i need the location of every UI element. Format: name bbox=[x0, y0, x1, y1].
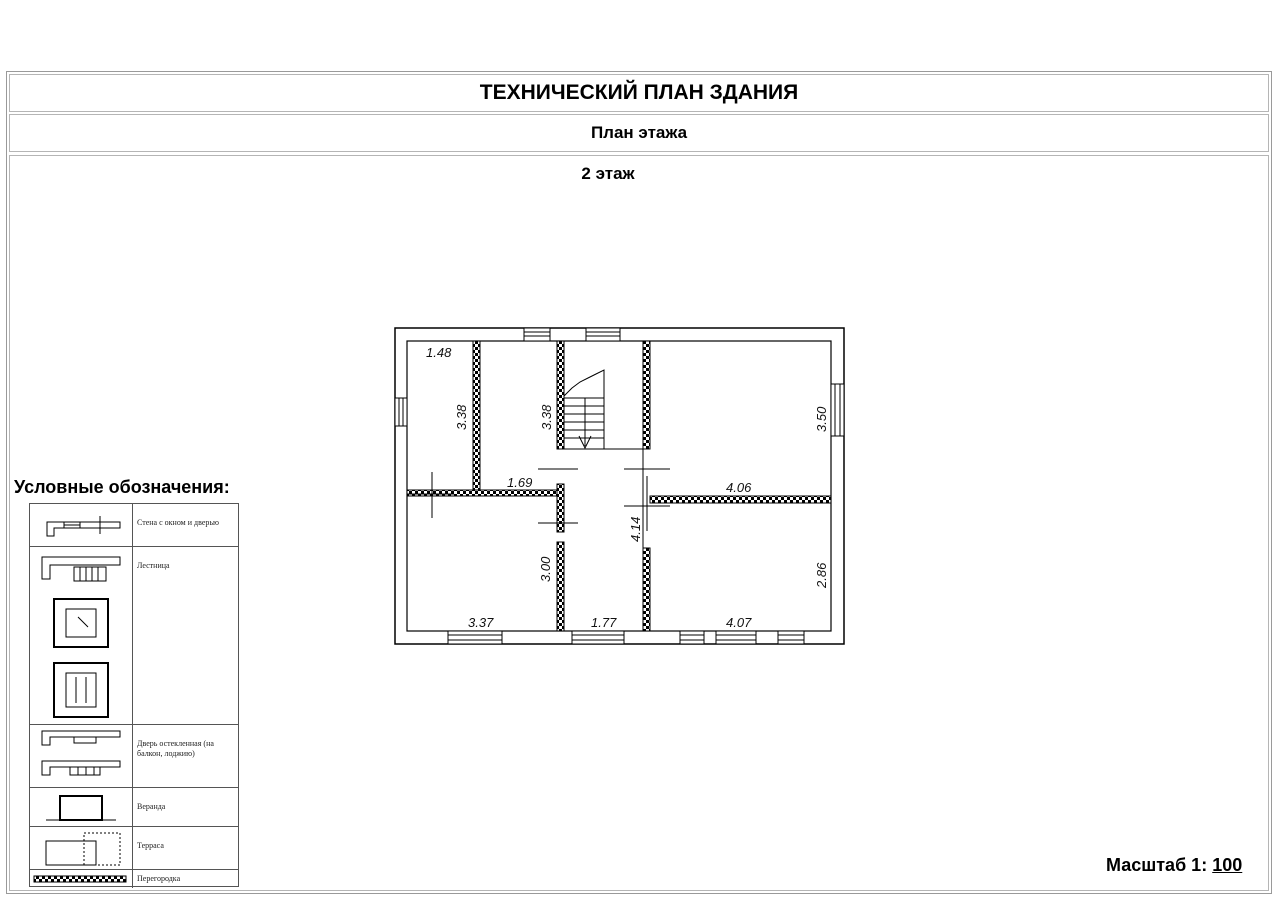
sheet-subtitle: План этажа bbox=[9, 114, 1269, 152]
dim-label: 3.38 bbox=[454, 404, 469, 430]
legend-symbol bbox=[30, 725, 133, 787]
legend-text: Дверь остекленная (на балкон, лоджию) bbox=[137, 739, 214, 758]
windows-bottom bbox=[448, 631, 804, 644]
legend-text: Стена с окном и дверью bbox=[137, 518, 219, 527]
dim-label: 4.14 bbox=[628, 516, 643, 542]
dim-label: 2.86 bbox=[814, 562, 829, 588]
legend-row-veranda bbox=[30, 787, 238, 826]
dim-label: 4.06 bbox=[726, 480, 752, 495]
glazed-door-icon bbox=[30, 725, 133, 788]
legend-title: Условные обозначения: bbox=[14, 477, 230, 497]
legend-text: Перегородка bbox=[137, 874, 181, 883]
dim-label: 1.69 bbox=[507, 475, 533, 490]
staircase bbox=[564, 370, 604, 449]
wall-window-door-icon bbox=[30, 504, 133, 546]
stairs-icon bbox=[30, 547, 133, 725]
dim-label: 3.50 bbox=[814, 406, 829, 432]
legend-table bbox=[29, 503, 239, 887]
window-right bbox=[831, 384, 844, 436]
legend-text: Терраса bbox=[137, 841, 164, 850]
dim-label: 3.38 bbox=[539, 404, 554, 430]
terrace-icon bbox=[30, 827, 133, 870]
legend-row-partition bbox=[30, 869, 238, 888]
legend-symbol bbox=[30, 788, 133, 826]
partitions bbox=[407, 341, 831, 631]
scale-prefix: Масштаб 1: bbox=[1106, 855, 1208, 875]
legend-text: Лестница bbox=[137, 561, 170, 570]
window-top-2 bbox=[586, 328, 620, 341]
legend-row-wall bbox=[30, 504, 238, 546]
window-top-1 bbox=[524, 328, 550, 341]
window-left bbox=[395, 398, 407, 426]
legend-symbol bbox=[30, 827, 133, 869]
legend-text: Веранда bbox=[137, 802, 166, 811]
legend-row-stairs bbox=[30, 546, 238, 724]
floor-plan bbox=[394, 326, 848, 648]
legend-row-glazed-door bbox=[30, 724, 238, 787]
dim-label: 3.00 bbox=[538, 556, 553, 582]
scale-label bbox=[1106, 855, 1242, 876]
veranda-icon bbox=[30, 788, 133, 827]
sheet-title: ТЕХНИЧЕСКИЙ ПЛАН ЗДАНИЯ bbox=[9, 74, 1269, 112]
legend-symbol bbox=[30, 504, 133, 546]
scale-value: 100 bbox=[1212, 855, 1243, 875]
floor-label: 2 этаж bbox=[581, 164, 635, 183]
dim-label: 1.77 bbox=[591, 615, 617, 630]
legend-symbol bbox=[30, 547, 133, 724]
legend-symbol bbox=[30, 870, 133, 888]
dim-label: 1.48 bbox=[426, 345, 452, 360]
legend-row-terrace bbox=[30, 826, 238, 869]
partition-icon bbox=[30, 870, 133, 889]
dim-label: 3.37 bbox=[468, 615, 494, 630]
dim-label: 4.07 bbox=[726, 615, 752, 630]
